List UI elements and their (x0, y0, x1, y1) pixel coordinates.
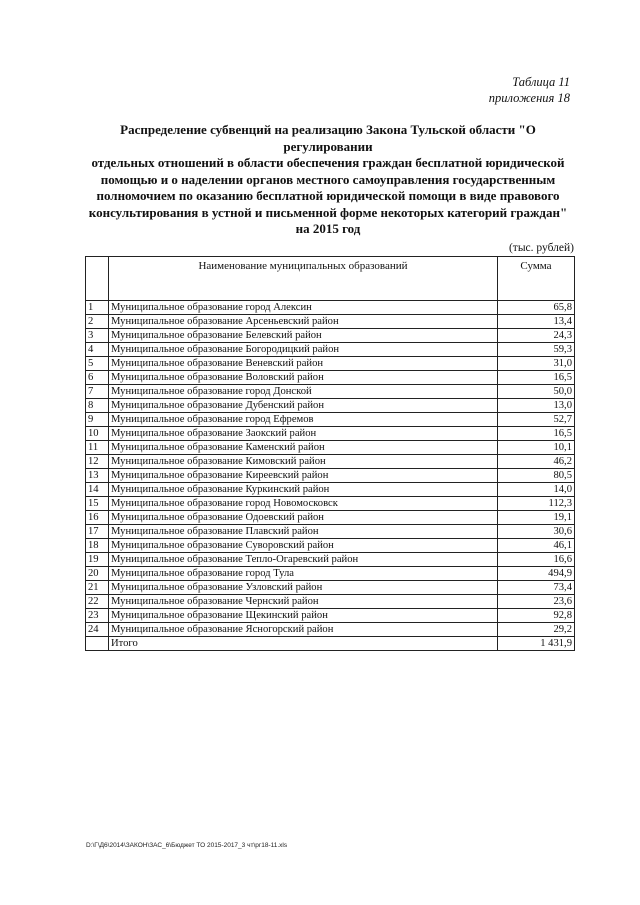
row-number-cell: 21 (86, 581, 109, 595)
header-number-cell (86, 257, 109, 301)
row-name-cell: Муниципальное образование Щекинский район (109, 609, 498, 623)
document-title (80, 122, 576, 238)
table-row (86, 609, 575, 623)
row-sum-cell: 59,3 (498, 343, 575, 357)
row-number-cell: 23 (86, 609, 109, 623)
row-name-cell: Муниципальное образование Веневский район (109, 357, 498, 371)
table-row (86, 497, 575, 511)
table-row (86, 315, 575, 329)
total-label-cell: Итого (109, 637, 498, 651)
file-path-footer: D:\Г\Д6\2014\ЗАКОН\ЗАС_6\Бюджет ТО 2015-2017_3 чт\рг18-11.xls (86, 842, 288, 849)
row-number-cell: 19 (86, 553, 109, 567)
row-name-cell: Муниципальное образование Одоевский район (109, 511, 498, 525)
row-number-cell: 17 (86, 525, 109, 539)
total-number-cell (86, 637, 109, 651)
row-number-cell: 18 (86, 539, 109, 553)
table-header-row (86, 257, 575, 301)
row-number-cell: 4 (86, 343, 109, 357)
row-name-cell: Муниципальное образование Богородицкий район (109, 343, 498, 357)
table-row (86, 483, 575, 497)
row-number-cell: 22 (86, 595, 109, 609)
row-number-cell: 24 (86, 623, 109, 637)
row-sum-cell: 52,7 (498, 413, 575, 427)
row-name-cell: Муниципальное образование Тепло-Огаревский район (109, 553, 498, 567)
title-line: полномочием по оказанию бесплатной юридической помощи в виде правового (96, 188, 560, 203)
row-name-cell: Муниципальное образование Узловский район (109, 581, 498, 595)
title-line: на 2015 год (295, 221, 361, 236)
row-number-cell: 16 (86, 511, 109, 525)
appendix-reference (430, 74, 570, 106)
table-row (86, 511, 575, 525)
row-number-cell: 10 (86, 427, 109, 441)
table-row (86, 371, 575, 385)
row-name-cell: Муниципальное образование Кимовский район (109, 455, 498, 469)
row-name-cell: Муниципальное образование Куркинский район (109, 483, 498, 497)
row-sum-cell: 24,3 (498, 329, 575, 343)
table-row (86, 357, 575, 371)
row-sum-cell: 494,9 (498, 567, 575, 581)
row-sum-cell: 73,4 (498, 581, 575, 595)
table-row (86, 469, 575, 483)
row-number-cell: 20 (86, 567, 109, 581)
row-name-cell: Муниципальное образование город Ефремов (109, 413, 498, 427)
units-label: (тыс. рублей) (508, 242, 574, 254)
row-number-cell: 1 (86, 301, 109, 315)
row-number-cell: 2 (86, 315, 109, 329)
appendix-attachment-number: приложения 18 (488, 91, 570, 105)
table-row (86, 413, 575, 427)
table-row (86, 581, 575, 595)
table-row (86, 567, 575, 581)
table-total-row (86, 637, 575, 651)
row-name-cell: Муниципальное образование город Новомосковск (109, 497, 498, 511)
row-sum-cell: 30,6 (498, 525, 575, 539)
header-sum-cell: Сумма (498, 257, 575, 301)
row-name-cell: Муниципальное образование Чернский район (109, 595, 498, 609)
title-line: помощью и о наделении органов местного самоуправления государственным (100, 171, 556, 187)
row-name-cell: Муниципальное образование Заокский район (109, 427, 498, 441)
row-sum-cell: 46,2 (498, 455, 575, 469)
row-name-cell: Муниципальное образование Плавский район (109, 525, 498, 539)
table-row (86, 553, 575, 567)
table-row (86, 455, 575, 469)
row-sum-cell: 19,1 (498, 511, 575, 525)
row-number-cell: 9 (86, 413, 109, 427)
row-number-cell: 11 (86, 441, 109, 455)
table-row (86, 399, 575, 413)
table-row (86, 525, 575, 539)
row-name-cell: Муниципальное образование город Алексин (109, 301, 498, 315)
row-number-cell: 15 (86, 497, 109, 511)
total-sum-cell: 1 431,9 (498, 637, 575, 651)
row-sum-cell: 112,3 (498, 497, 575, 511)
appendix-table-number: Таблица 11 (512, 75, 570, 89)
row-sum-cell: 23,6 (498, 595, 575, 609)
row-sum-cell: 29,2 (498, 623, 575, 637)
title-line: отдельных отношений в области обеспечения граждан бесплатной юридической (91, 155, 565, 170)
row-name-cell: Муниципальное образование Ясногорский район (109, 623, 498, 637)
row-sum-cell: 16,6 (498, 553, 575, 567)
row-name-cell: Муниципальное образование Арсеньевский район (109, 315, 498, 329)
row-sum-cell: 92,8 (498, 609, 575, 623)
row-sum-cell: 16,5 (498, 427, 575, 441)
table-row (86, 441, 575, 455)
header-name-cell: Наименование муниципальных образований (109, 257, 498, 301)
row-sum-cell: 13,0 (498, 399, 575, 413)
row-name-cell: Муниципальное образование Киреевский район (109, 469, 498, 483)
table-row (86, 595, 575, 609)
row-number-cell: 14 (86, 483, 109, 497)
row-sum-cell: 31,0 (498, 357, 575, 371)
row-number-cell: 3 (86, 329, 109, 343)
table-row (86, 343, 575, 357)
row-name-cell: Муниципальное образование Суворовский район (109, 539, 498, 553)
row-name-cell: Муниципальное образование Воловский район (109, 371, 498, 385)
title-line: консультирования в устной и письменной форме некоторых категорий граждан" (88, 204, 568, 220)
row-sum-cell: 16,5 (498, 371, 575, 385)
row-name-cell: Муниципальное образование Дубенский район (109, 399, 498, 413)
title-line: Распределение субвенций на реализацию Закона Тульской области "О регулировании (120, 122, 536, 154)
table-row (86, 385, 575, 399)
row-sum-cell: 46,1 (498, 539, 575, 553)
row-sum-cell: 13,4 (498, 315, 575, 329)
row-number-cell: 7 (86, 385, 109, 399)
table-row (86, 329, 575, 343)
row-number-cell: 12 (86, 455, 109, 469)
row-sum-cell: 80,5 (498, 469, 575, 483)
row-sum-cell: 10,1 (498, 441, 575, 455)
row-name-cell: Муниципальное образование Каменский район (109, 441, 498, 455)
row-number-cell: 5 (86, 357, 109, 371)
row-name-cell: Муниципальное образование город Тула (109, 567, 498, 581)
row-sum-cell: 65,8 (498, 301, 575, 315)
row-sum-cell: 14,0 (498, 483, 575, 497)
table-row (86, 301, 575, 315)
row-name-cell: Муниципальное образование город Донской (109, 385, 498, 399)
row-sum-cell: 50,0 (498, 385, 575, 399)
subvention-table (85, 256, 575, 651)
row-number-cell: 13 (86, 469, 109, 483)
table-row (86, 623, 575, 637)
table-row (86, 427, 575, 441)
table-row (86, 539, 575, 553)
row-number-cell: 8 (86, 399, 109, 413)
row-number-cell: 6 (86, 371, 109, 385)
row-name-cell: Муниципальное образование Белевский район (109, 329, 498, 343)
